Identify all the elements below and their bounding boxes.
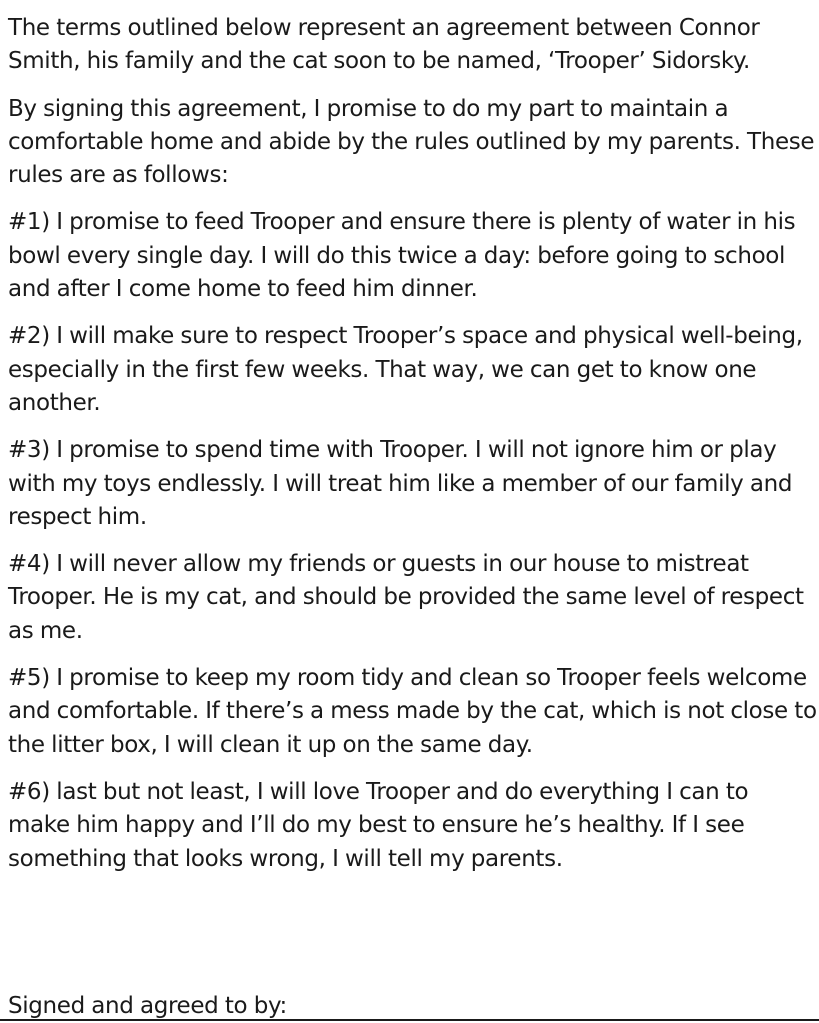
rule-line: #1) I promise to feed Trooper and ensure there is plenty of water in his (8, 209, 796, 236)
rule-line: #5) I promise to keep my room tidy and clean so Trooper feels welcome (8, 665, 807, 692)
rule-line: bowl every single day. I will do this twice a day: before going to school (8, 242, 786, 269)
rule-3-paragraph (8, 434, 816, 534)
agreement-document (8, 12, 816, 890)
rule-6-paragraph (8, 776, 816, 876)
rule-1-paragraph (8, 206, 816, 306)
rule-2-paragraph (8, 320, 816, 420)
rule-line: #4) I will never allow my friends or guests in our house to mistreat (8, 551, 749, 578)
rule-line: respect him. (8, 503, 147, 530)
rule-line: #3) I promise to spend time with Trooper. I will not ignore him or play (8, 437, 777, 464)
signature-line (0, 1019, 819, 1021)
rule-line: something that looks wrong, I will tell my parents. (8, 845, 563, 872)
signature-label: Signed and agreed to by: (8, 993, 287, 1019)
rule-line: and comfortable. If there’s a mess made by the cat, which is not close to (8, 698, 817, 725)
preamble-line: By signing this agreement, I promise to do my part to maintain a (8, 95, 729, 122)
rule-line: especially in the first few weeks. That way, we can get to know one (8, 356, 757, 383)
intro-paragraph (8, 12, 816, 79)
rule-line: #2) I will make sure to respect Trooper’s space and physical well-being, (8, 323, 803, 350)
rule-line: another. (8, 389, 101, 416)
intro-line: Smith, his family and the cat soon to be named, ‘Trooper’ Sidorsky. (8, 48, 750, 75)
rule-line: Trooper. He is my cat, and should be provided the same level of respect (8, 584, 804, 611)
rule-5-paragraph (8, 662, 816, 762)
preamble-paragraph (8, 93, 816, 193)
intro-line: The terms outlined below represent an agreement between Connor (8, 15, 760, 41)
rule-line: #6) last but not least, I will love Trooper and do everything I can to (8, 778, 749, 805)
rule-line: as me. (8, 617, 83, 644)
rule-4-paragraph (8, 548, 816, 648)
preamble-line: comfortable home and abide by the rules outlined by my parents. These (8, 128, 815, 155)
rule-line: with my toys endlessly. I will treat him like a member of our family and (8, 470, 793, 497)
rule-line: the litter box, I will clean it up on the same day. (8, 731, 533, 758)
rule-line: make him happy and I’ll do my best to ensure he’s healthy. If I see (8, 812, 745, 839)
rule-line: and after I come home to feed him dinner. (8, 276, 478, 303)
preamble-line: rules are as follows: (8, 162, 229, 189)
